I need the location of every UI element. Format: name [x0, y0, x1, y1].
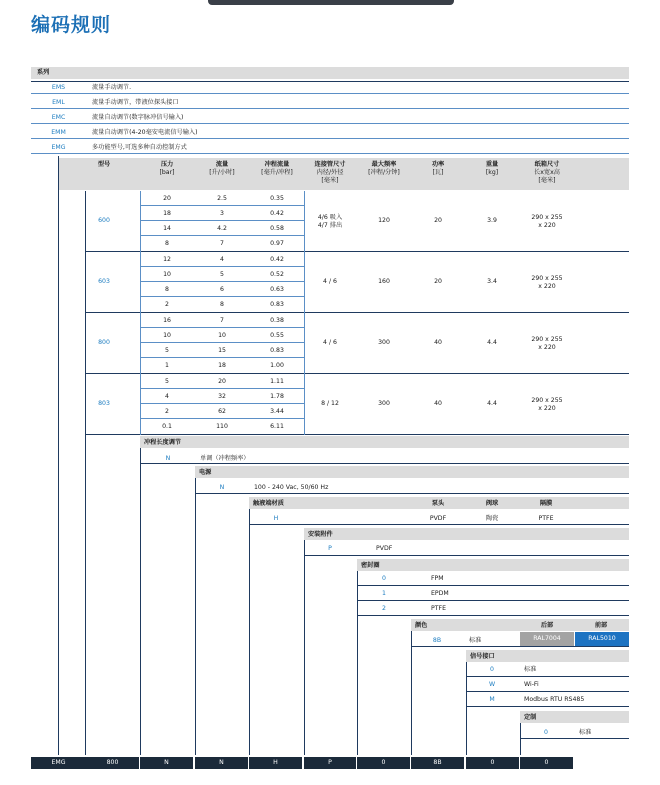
col-header-l2: 长x宽x高 [534, 169, 560, 176]
model-cell: 5 [220, 271, 224, 278]
stroke-connector [140, 448, 141, 755]
model-cell: 2.5 [217, 195, 227, 202]
model-cell: 20 [218, 378, 226, 385]
model-cell: 0.52 [270, 271, 284, 278]
power-connector [195, 478, 196, 755]
material-connector [249, 509, 250, 755]
material-row-line [249, 524, 629, 525]
fitting-desc: PVDF [376, 545, 393, 552]
seal-code: 0 [382, 575, 386, 582]
col-header-l2: [瓦] [432, 169, 444, 176]
connection-size: 8 / 12 [321, 400, 339, 407]
signal-row-line [466, 676, 629, 677]
model-code: 803 [98, 400, 110, 407]
fitting-connector [304, 540, 305, 755]
col-header-l2: [冲程/分钟] [368, 169, 400, 176]
series-code: EMM [51, 129, 66, 136]
model-cell: 4 [220, 256, 224, 263]
series-header-bg [31, 67, 629, 79]
model-cell: 1.00 [270, 362, 284, 369]
series-row-divider [31, 93, 629, 94]
material-v3: PTFE [538, 515, 554, 522]
power-row-line [195, 493, 629, 494]
stroke-code: N [165, 455, 171, 462]
order-code-segment: 800 [86, 757, 139, 769]
power-section-bg [195, 466, 629, 478]
model-col-header [192, 161, 252, 177]
seal-desc: PTFE [431, 605, 446, 612]
material-v2: 陶瓷 [485, 515, 499, 522]
order-code-segment: 8B [411, 757, 464, 769]
material-col1: 泵头 [431, 500, 445, 507]
model-group-divider [85, 373, 629, 374]
model-col-header [300, 161, 360, 185]
color-row-line [411, 646, 629, 647]
fitting-row-line [304, 555, 629, 556]
top-decor-bar [208, 0, 454, 5]
order-code-segment: 0 [520, 757, 573, 769]
color-rear-header: 后部 [540, 622, 554, 629]
model-row-divider [141, 403, 304, 404]
model-row-divider [141, 357, 304, 358]
col-header-l2: [kg] [485, 169, 499, 176]
custom-connector [520, 723, 521, 755]
model-cell: 0.1 [162, 423, 172, 430]
weight-kg: 3.9 [487, 217, 497, 224]
model-cell: 0.38 [270, 317, 284, 324]
box-size: 290 x 255 x 220 [531, 397, 563, 412]
col-header-l1: 冲程流量 [264, 161, 290, 168]
model-cell: 16 [163, 317, 171, 324]
connection-size: 4 / 6 [323, 339, 337, 346]
seal-code: 1 [382, 590, 386, 597]
col-header-l1: 功率 [431, 161, 445, 168]
model-cell: 5 [165, 347, 169, 354]
model-cell: 12 [163, 256, 171, 263]
model-cell: 6 [220, 286, 224, 293]
fitting-code: P [328, 545, 332, 552]
series-row-divider [31, 108, 629, 109]
conn-col-divider [304, 191, 305, 435]
page-title: 编码规则 [31, 14, 112, 36]
power-watt: 40 [434, 400, 442, 407]
model-col-header [247, 161, 307, 177]
col-header-l2: [毫升/冲程] [261, 169, 293, 176]
model-cell: 7 [220, 317, 224, 324]
model-cell: 0.42 [270, 210, 284, 217]
model-cell: 10 [218, 332, 226, 339]
col-header-l1: 最大频率 [371, 161, 397, 168]
seal-connector [357, 571, 358, 755]
model-cell: 0.35 [270, 195, 284, 202]
series-top-line [31, 81, 629, 82]
model-col-header [137, 161, 197, 177]
model-cell: 1.78 [270, 393, 284, 400]
model-group-divider [85, 251, 629, 252]
weight-kg: 4.4 [487, 400, 497, 407]
model-row-divider [141, 388, 304, 389]
order-code-segment: EMG [31, 757, 86, 769]
series-row-divider [31, 123, 629, 124]
series-desc: 流量手动调节，带液位探头接口 [92, 99, 179, 106]
model-code: 603 [98, 278, 110, 285]
stroke-section-bg [140, 436, 629, 448]
signal-section-label: 信号接口 [470, 653, 495, 660]
model-cell: 18 [163, 210, 171, 217]
max-frequency: 300 [378, 400, 390, 407]
series-code: EMS [51, 84, 66, 91]
series-code: EML [52, 99, 65, 106]
material-code: H [273, 515, 279, 522]
order-code-segment: P [304, 757, 356, 769]
col-header-l1: 压力 [160, 161, 174, 168]
color-desc: 标准 [469, 637, 482, 644]
seal-row-line [357, 615, 629, 616]
stroke-section-label: 冲程长度调节 [144, 439, 182, 446]
model-cell: 2 [165, 301, 169, 308]
series-code: EMC [51, 114, 66, 121]
col-header-l1: 重量 [485, 161, 499, 168]
max-frequency: 160 [378, 278, 390, 285]
model-cell: 1.11 [270, 378, 284, 385]
col-header-l1: 连接管尺寸 [314, 161, 346, 168]
model-cell: 10 [163, 332, 171, 339]
seal-desc: FPM [431, 575, 444, 582]
model-col-header [74, 161, 134, 169]
model-cell: 8 [165, 240, 169, 247]
model-cell: 4 [165, 393, 169, 400]
order-code-segment: 0 [357, 757, 410, 769]
model-cell: 62 [218, 408, 226, 415]
model-cell: 4.2 [217, 225, 227, 232]
model-row-divider [141, 342, 304, 343]
pressure-col-divider [140, 191, 141, 435]
signal-desc: 标准 [524, 666, 537, 673]
ral-front-swatch: RAL5010 [575, 632, 629, 646]
model-group-divider [85, 312, 629, 313]
power-watt: 20 [434, 217, 442, 224]
model-row-divider [141, 205, 304, 206]
order-code-segment: N [195, 757, 248, 769]
material-col2: 阀球 [485, 500, 499, 507]
order-code-segment: 0 [466, 757, 519, 769]
model-cell: 6.11 [270, 423, 284, 430]
col-header-l1: 纸箱尺寸 [534, 161, 560, 168]
signal-desc: Wi-Fi [524, 681, 539, 688]
col-header-l1: 流量 [215, 161, 229, 168]
custom-section-label: 定制 [524, 714, 537, 721]
series-connector-line [58, 156, 59, 755]
model-col-header [408, 161, 468, 177]
custom-row-line [520, 738, 629, 739]
custom-code: 0 [544, 729, 548, 736]
power-desc: 100 - 240 Vac, 50/60 Hz [254, 484, 329, 491]
model-row-divider [141, 220, 304, 221]
model-col-header [462, 161, 522, 177]
material-col3: 隔膜 [539, 500, 553, 507]
color-section-label: 颜色 [415, 622, 428, 629]
series-desc: 流量自动调节(4-20毫安电流信号输入) [92, 129, 198, 136]
weight-kg: 4.4 [487, 339, 497, 346]
model-row-divider [141, 327, 304, 328]
series-row-divider [31, 153, 629, 154]
order-code-segment: H [249, 757, 302, 769]
model-cell: 3 [220, 210, 224, 217]
stroke-desc: 单调（冲程频率） [200, 455, 250, 462]
col-header-l2: 内径/外径 [316, 169, 344, 176]
signal-row-line [466, 706, 629, 707]
fitting-section-bg [304, 528, 629, 540]
model-cell: 3.44 [270, 408, 284, 415]
series-row-divider [31, 138, 629, 139]
model-col-header [354, 161, 414, 177]
seal-row-line [357, 600, 629, 601]
signal-desc: Modbus RTU RS485 [524, 696, 585, 703]
box-size: 290 x 255 x 220 [531, 336, 563, 351]
model-cell: 5 [165, 378, 169, 385]
stroke-row-line [140, 463, 629, 464]
col-header-l2: [升/小时] [209, 169, 235, 176]
power-watt: 20 [434, 278, 442, 285]
model-cell: 0.42 [270, 256, 284, 263]
model-cell: 0.83 [270, 347, 284, 354]
seal-row-line [357, 585, 629, 586]
seal-section-label: 密封圈 [361, 562, 380, 569]
model-cell: 8 [165, 286, 169, 293]
model-cell: 8 [220, 301, 224, 308]
model-cell: 110 [216, 423, 228, 430]
model-code: 800 [98, 339, 110, 346]
signal-row-line [466, 691, 629, 692]
model-cell: 0.97 [270, 240, 284, 247]
box-size: 290 x 255 x 220 [531, 275, 563, 290]
model-cell: 14 [163, 225, 171, 232]
col-header-l1: 型号 [97, 161, 111, 168]
col-header-l2: [bar] [159, 169, 175, 176]
color-connector [411, 631, 412, 755]
col-header-l3: [毫米] [321, 177, 339, 184]
model-col-header [517, 161, 577, 185]
order-code-segment: N [140, 757, 193, 769]
signal-code: 0 [490, 666, 494, 673]
model-row-divider [141, 266, 304, 267]
model-cell: 15 [218, 347, 226, 354]
series-label: 系列 [37, 69, 50, 76]
col-header-l3: [毫米] [538, 177, 556, 184]
custom-desc: 标准 [579, 729, 592, 736]
model-cell: 2 [165, 408, 169, 415]
material-v1: PVDF [429, 515, 447, 522]
series-desc: 多功能型号,可选多种自动控制方式 [92, 144, 187, 151]
model-code: 600 [98, 217, 110, 224]
seal-code: 2 [382, 605, 386, 612]
model-cell: 0.63 [270, 286, 284, 293]
model-cell: 7 [220, 240, 224, 247]
power-watt: 40 [434, 339, 442, 346]
connection-size: 4/6 吸入 4/7 排出 [317, 214, 343, 229]
power-code: N [219, 484, 225, 491]
model-row-divider [141, 235, 304, 236]
box-size: 290 x 255 x 220 [531, 214, 563, 229]
model-cell: 18 [218, 362, 226, 369]
model-row-divider [141, 281, 304, 282]
series-code: EMG [51, 144, 66, 151]
color-front-header: 前部 [594, 622, 608, 629]
power-section-label: 电源 [199, 469, 212, 476]
max-frequency: 300 [378, 339, 390, 346]
weight-kg: 3.4 [487, 278, 497, 285]
model-cell: 0.55 [270, 332, 284, 339]
seal-section-bg [357, 559, 629, 571]
model-connector-line [85, 191, 86, 755]
model-cell: 10 [163, 271, 171, 278]
model-cell: 32 [218, 393, 226, 400]
model-row-divider [141, 418, 304, 419]
model-group-divider [85, 434, 629, 435]
signal-code: W [488, 681, 496, 688]
model-row-divider [141, 296, 304, 297]
model-cell: 0.58 [270, 225, 284, 232]
model-cell: 20 [163, 195, 171, 202]
ral-rear-swatch: RAL7004 [520, 632, 574, 646]
model-cell: 0.83 [270, 301, 284, 308]
series-desc: 流量自动调节(数字脉冲信号输入) [92, 114, 184, 121]
series-desc: 流量手动调节. [92, 84, 132, 91]
signal-code: M [489, 696, 495, 703]
max-frequency: 120 [378, 217, 390, 224]
seal-desc: EPDM [431, 590, 449, 597]
model-cell: 1 [165, 362, 169, 369]
signal-connector [466, 662, 467, 755]
fitting-section-label: 安装附件 [308, 531, 333, 538]
color-code: 8B [432, 637, 442, 644]
connection-size: 4 / 6 [323, 278, 337, 285]
material-section-label: 触液端材质 [253, 500, 284, 507]
